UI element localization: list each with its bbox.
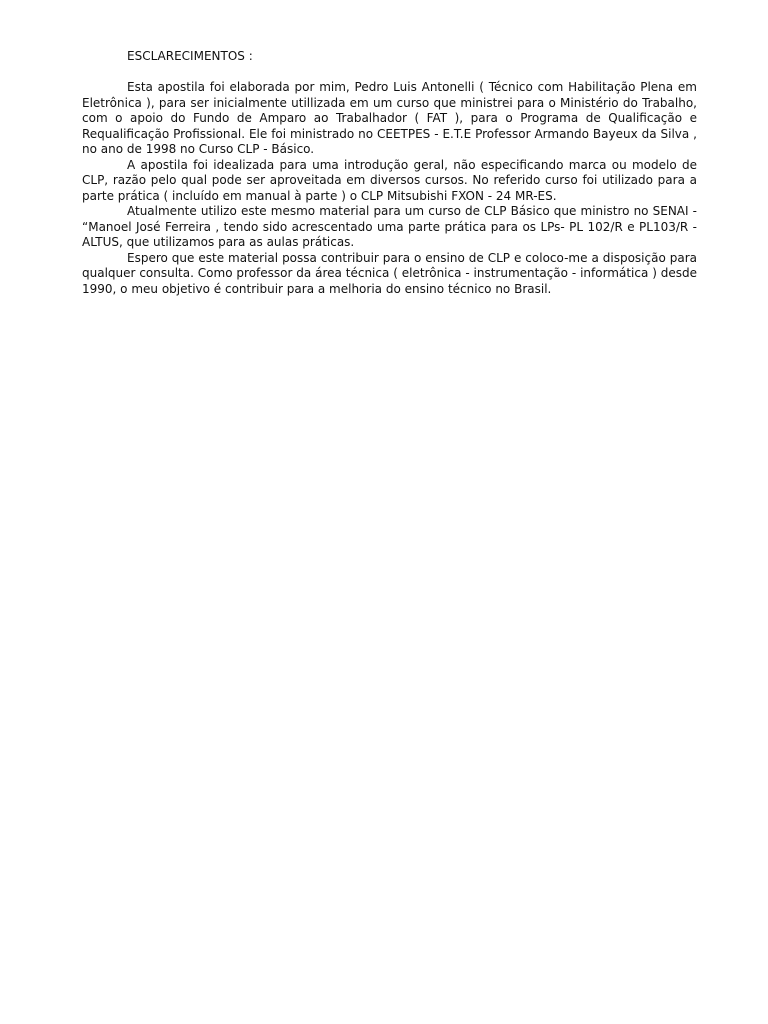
document-body <box>82 49 697 297</box>
paragraph-purpose: A apostila foi idealizada para uma introdução geral, não especificando marca ou modelo de CLP, razão pelo qual pode ser aproveitada em diversos cursos. No referido curso foi utilizado para a parte prática ( incluído em manual à parte ) o CLP Mitsubishi FXON - 24 MR-ES. <box>82 157 697 203</box>
paragraph-closing: Espero que este material possa contribuir para o ensino de CLP e coloco-me a disposição para qualquer consulta. Como professor da área técnica ( eletrônica - instrumentação - informática ) desde 1990, o meu objetivo é contribuir para a melhoria do ensino técnico no Brasil. <box>82 250 697 296</box>
section-heading: ESCLARECIMENTOS : <box>127 49 253 63</box>
paragraph-authorship: Esta apostila foi elaborada por mim, Pedro Luis Antonelli ( Técnico com Habilitação Plena em Eletrônica ), para ser inicialmente utillizada em um curso que ministrei para o Ministério do Trabalho, com o apoio do Fundo de Amparo ao Trabalhador ( FAT ), para o Programa de Qualificação e Requalificação Profissional. Ele foi ministrado no CEETPES - E.T.E Professor Armando Bayeux da Silva , no ano de 1998 no Curso CLP - Básico. <box>82 80 697 156</box>
paragraph-current-use: Atualmente utilizo este mesmo material para um curso de CLP Básico que ministro no SENAI - “Manoel José Ferreira , tendo sido acrescentado uma parte prática para os LPs- PL 102/R e PL103/R - ALTUS, que utilizamos para as aulas práticas. <box>82 204 697 249</box>
